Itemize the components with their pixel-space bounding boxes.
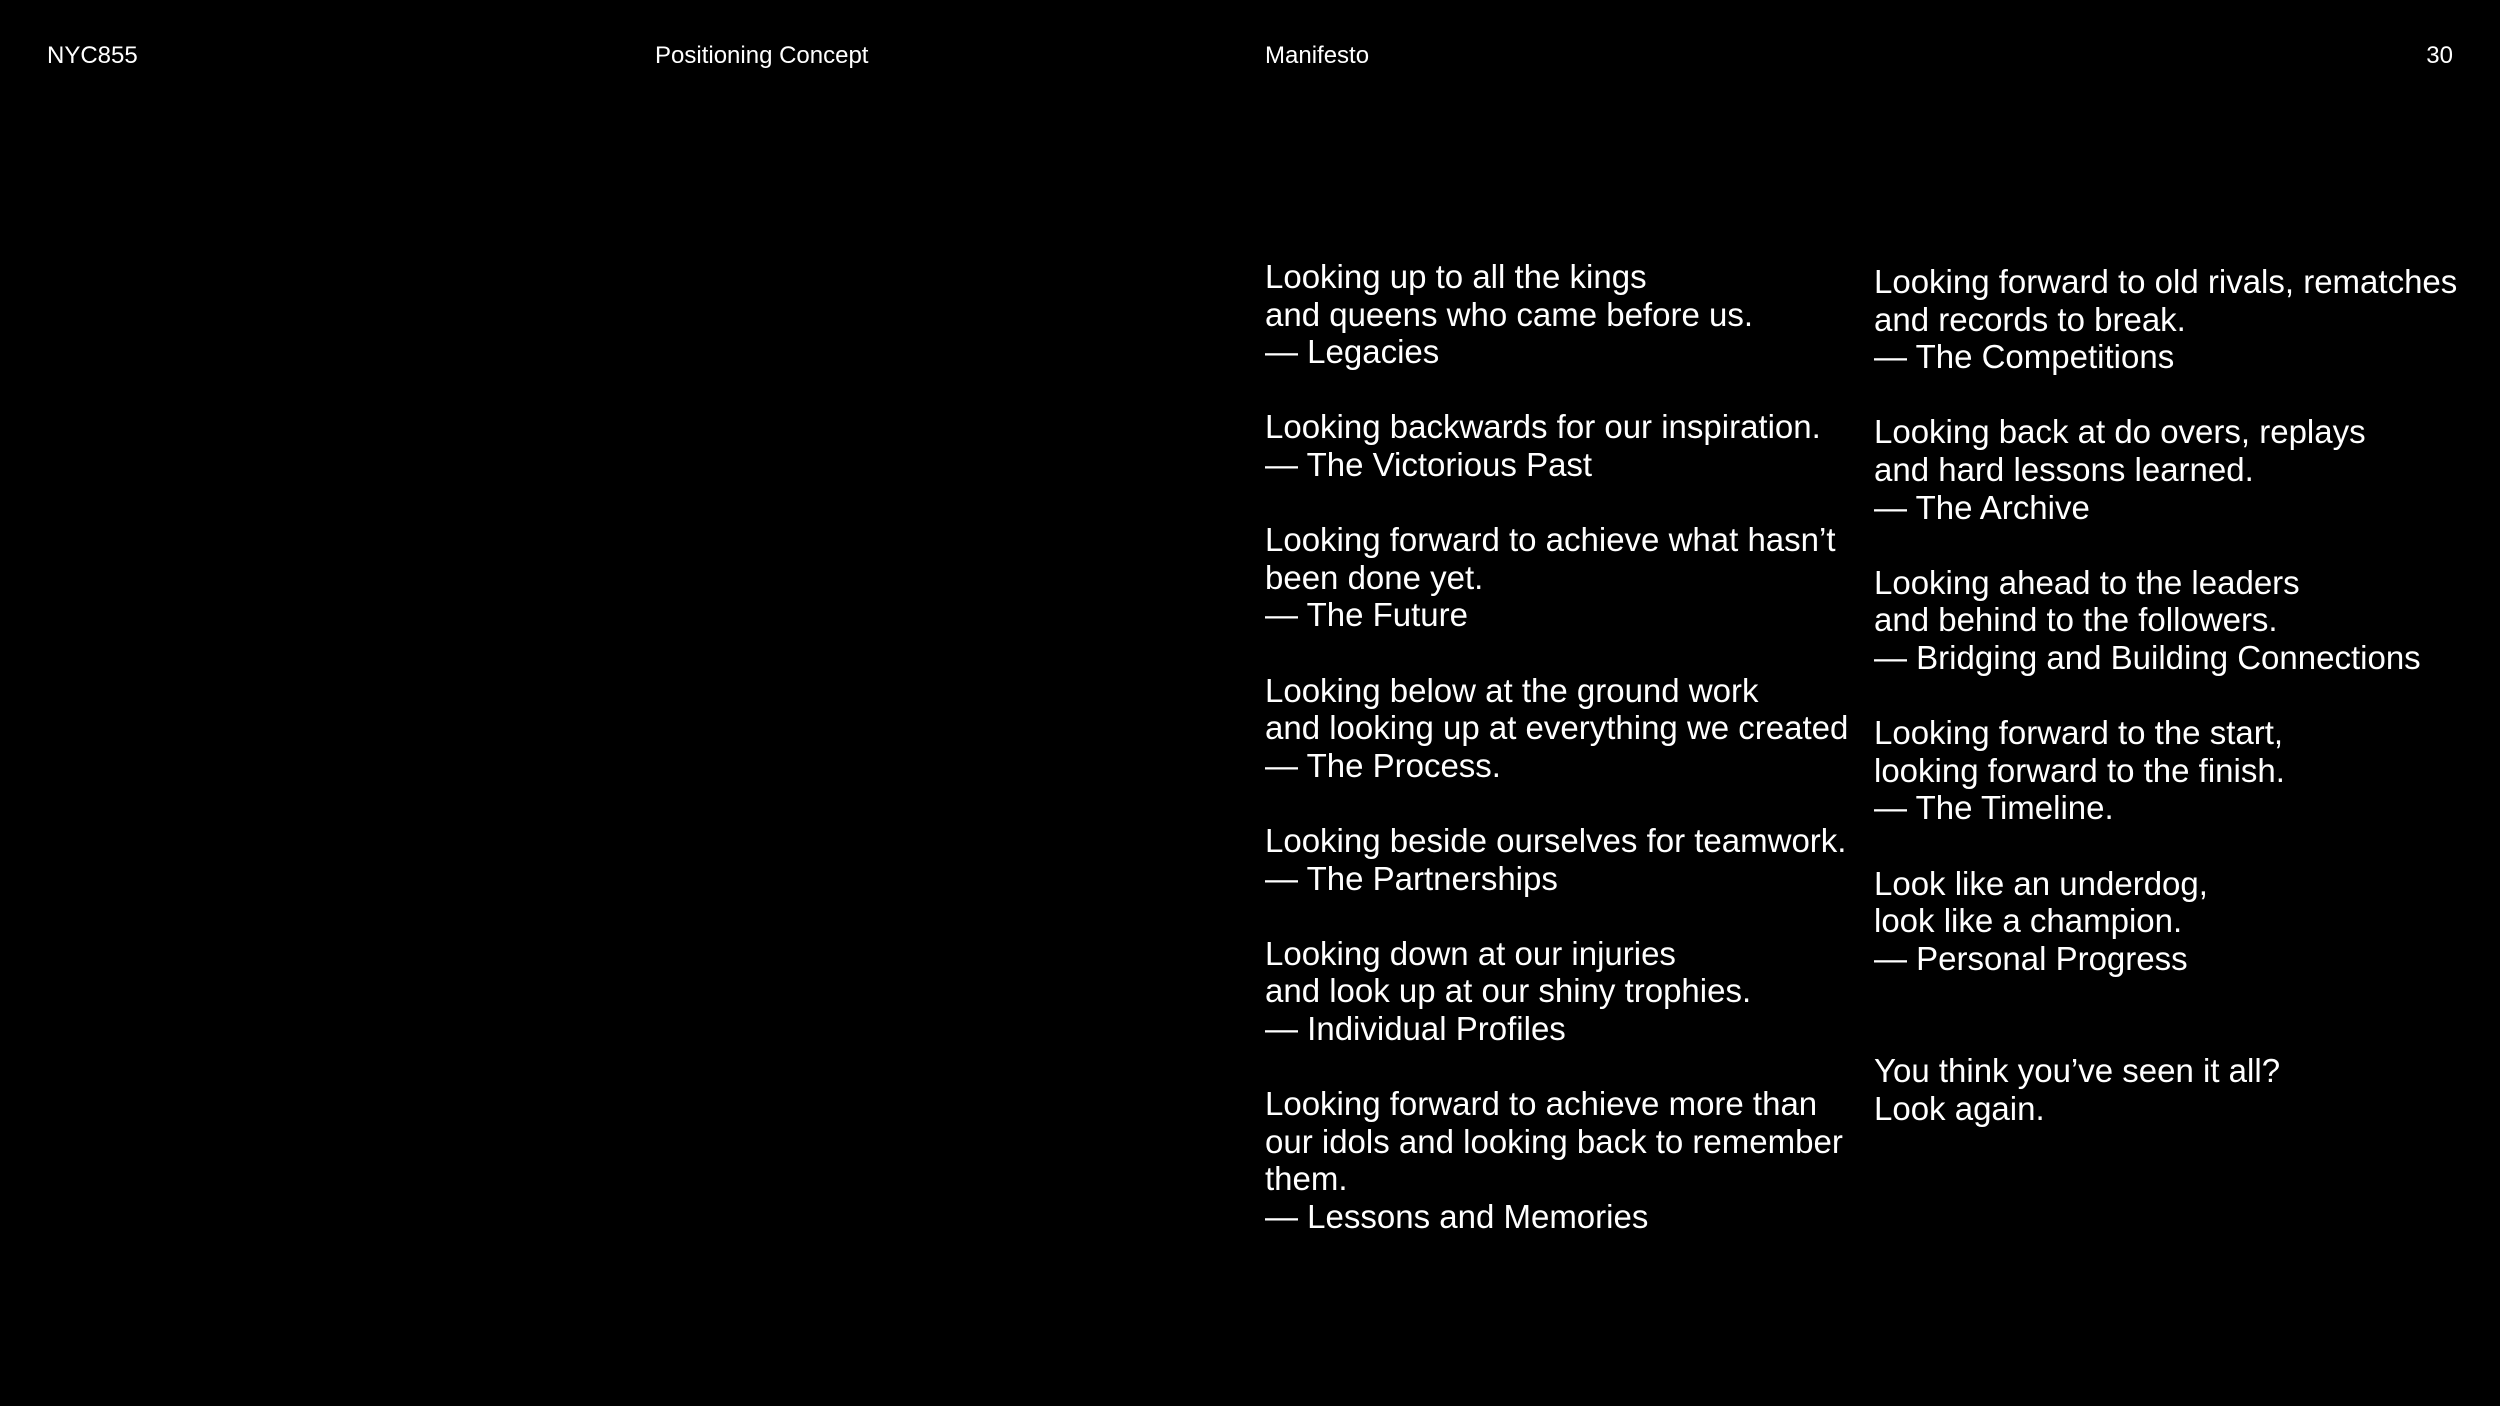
verse-line: our idols and looking back to remember: [1265, 1122, 1843, 1160]
verse-line: and queens who came before us.: [1265, 295, 1753, 333]
verse-line: Looking up to all the kings: [1265, 258, 1647, 295]
verse-line: Looking forward to the start,: [1874, 714, 2284, 752]
page-title: Manifesto: [1265, 42, 1370, 69]
manifesto-verse: [1265, 822, 1885, 897]
closing-line: You think you’ve seen it all?: [1874, 1052, 2281, 1090]
verse-line: Looking forward to achieve what hasn’t: [1265, 521, 1836, 559]
verse-tag: — The Victorious Past: [1265, 445, 1593, 483]
verse-line: Looking below at the ground work: [1265, 671, 1759, 709]
page-number: 30: [2426, 42, 2453, 69]
verse-line: Looking ahead to the leaders: [1874, 563, 2300, 601]
verse-line: Looking beside ourselves for teamwork.: [1265, 821, 1847, 859]
verse-tag: — Legacies: [1265, 333, 1440, 371]
manifesto-verse: [1265, 672, 1885, 785]
verse-line: Look like an underdog,: [1874, 864, 2208, 902]
verse-tag: — The Archive: [1874, 488, 2090, 526]
manifesto-verse: [1265, 408, 1885, 483]
verse-line: and records to break.: [1874, 300, 2186, 338]
verse-tag: — The Future: [1265, 596, 1468, 634]
verse-tag: — Lessons and Memories: [1265, 1197, 1649, 1235]
manifesto-verse: [1874, 413, 2494, 526]
manifesto-verse: [1874, 865, 2494, 978]
verse-line: been done yet.: [1265, 558, 1484, 596]
verse-line: Looking back at do overs, replays: [1874, 413, 2366, 451]
manifesto-verse: [1265, 1085, 1885, 1235]
verse-line: and looking up at everything we created: [1265, 709, 1849, 747]
manifesto-verse: [1265, 521, 1885, 634]
manifesto-verse: [1265, 258, 1885, 371]
verse-line: them.: [1265, 1160, 1348, 1198]
verse-line: Looking backwards for our inspiration.: [1265, 408, 1821, 446]
verse-line: Looking down at our injuries: [1265, 934, 1676, 972]
verse-tag: — The Partnerships: [1265, 859, 1558, 897]
verse-line: and hard lessons learned.: [1874, 450, 2254, 488]
closing-line: Look again.: [1874, 1089, 2045, 1127]
manifesto-verse: [1874, 564, 2494, 677]
manifesto-right-column: [1874, 263, 2494, 1165]
manifesto-verse: [1874, 263, 2494, 376]
verse-line: looking forward to the finish.: [1874, 751, 2285, 789]
verse-tag: — The Competitions: [1874, 338, 2175, 376]
brand-label: NYC855: [47, 42, 138, 69]
verse-line: look like a champion.: [1874, 902, 2183, 940]
manifesto-left-column: [1265, 258, 1885, 1273]
manifesto-verse: [1874, 714, 2494, 827]
verse-tag: — Personal Progress: [1874, 939, 2188, 977]
verse-tag: — Bridging and Building Connections: [1874, 638, 2421, 676]
verse-line: Looking forward to achieve more than: [1265, 1085, 1818, 1123]
verse-line: Looking forward to old rivals, rematches: [1874, 263, 2458, 300]
verse-tag: — The Timeline.: [1874, 789, 2114, 827]
verse-tag: — Individual Profiles: [1265, 1009, 1566, 1047]
section-label: Positioning Concept: [655, 42, 869, 69]
closing-statement: [1874, 1052, 2494, 1127]
verse-line: and behind to the followers.: [1874, 601, 2278, 639]
manifesto-verse: [1265, 935, 1885, 1048]
verse-line: and look up at our shiny trophies.: [1265, 972, 1752, 1010]
verse-tag: — The Process.: [1265, 746, 1501, 784]
